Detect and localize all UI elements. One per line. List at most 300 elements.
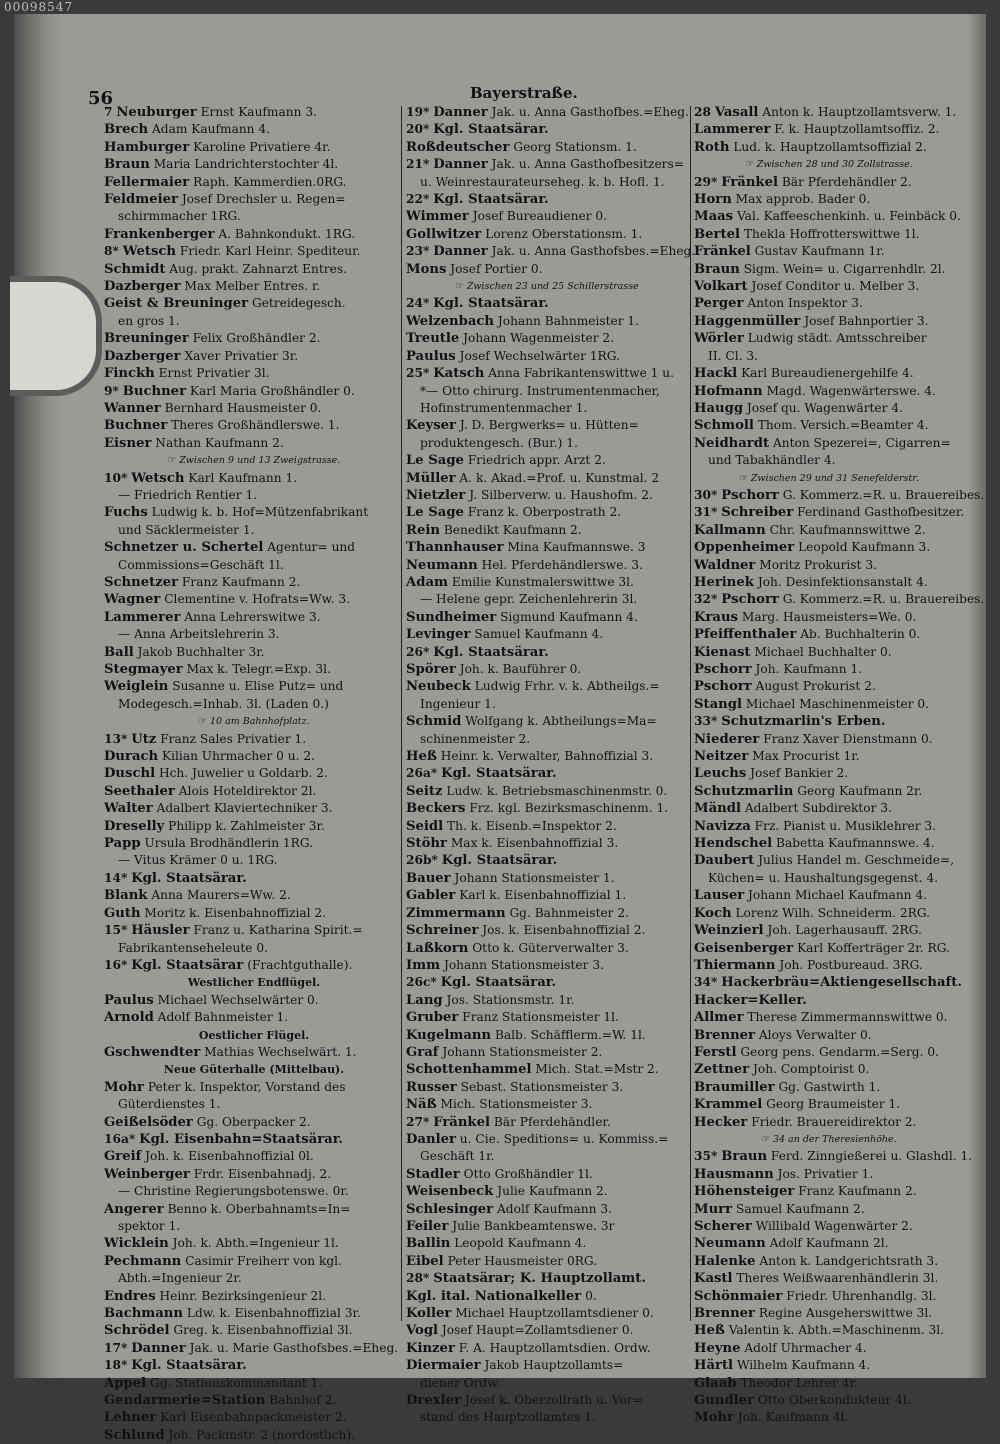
directory-entry bbox=[104, 400, 404, 417]
directory-entry bbox=[694, 557, 964, 574]
directory-entry bbox=[104, 1253, 404, 1270]
entry-details: J. D. Bergwerks= u. Hütten= bbox=[459, 418, 639, 433]
entry-details: Ab. Buchhalterin 0. bbox=[800, 627, 921, 642]
entry-details: Chr. Kaufmannswittwe 2. bbox=[769, 522, 926, 537]
resident-name: Dazberger bbox=[104, 279, 181, 295]
entry-details: Gustav Kaufmann 1r. bbox=[754, 244, 885, 259]
house-number: 22* bbox=[406, 192, 430, 207]
street-note: ☞ Zwischen 23 und 25 Schillerstrasse bbox=[406, 278, 688, 295]
entry-details: Valentin k. Abth.=Maschinenm. 3l. bbox=[728, 1323, 945, 1338]
entry-details: Regine Ausgeherswittwe 3l. bbox=[758, 1306, 933, 1321]
resident-name: Schrödel bbox=[104, 1323, 170, 1339]
resident-name: Stöhr bbox=[406, 836, 447, 852]
resident-name: Kgl. Staatsärar. bbox=[433, 296, 549, 312]
directory-entry bbox=[104, 1079, 404, 1096]
resident-name: Näß bbox=[406, 1097, 437, 1113]
street-note: ☞ 34 an der Theresienhöhe. bbox=[694, 1131, 964, 1148]
directory-entry bbox=[406, 835, 688, 852]
directory-entry bbox=[694, 591, 985, 608]
entry-details: Josef Haupt=Zollamtsdiener 0. bbox=[441, 1323, 634, 1338]
entry-details: Ldw. k. Eisenbahnoffizial 3r. bbox=[186, 1306, 361, 1321]
entry-details: Friedr. Karl Heinr. Spediteur. bbox=[179, 244, 361, 259]
directory-entry bbox=[406, 1288, 688, 1305]
section-subheading: Westlicher Endflügel. bbox=[187, 976, 321, 990]
directory-entry bbox=[694, 139, 964, 156]
resident-name: Wetsch bbox=[122, 244, 176, 260]
resident-name: Allmer bbox=[694, 1010, 744, 1026]
directory-entry bbox=[406, 1218, 688, 1235]
resident-name: Stangl bbox=[694, 696, 742, 712]
directory-entry bbox=[104, 1114, 404, 1131]
directory-entry bbox=[694, 940, 964, 957]
resident-name: Adam bbox=[406, 574, 448, 590]
entry-details: Leopold Kaufmann 4. bbox=[454, 1236, 587, 1251]
entry-details: Moritz Prokurist 3. bbox=[759, 557, 877, 572]
directory-entry bbox=[694, 974, 964, 991]
directory-entry bbox=[406, 765, 688, 782]
column-2 bbox=[406, 104, 696, 1427]
directory-entry bbox=[694, 1114, 964, 1131]
directory-entry bbox=[694, 1253, 964, 1270]
resident-name: Heyne bbox=[694, 1340, 741, 1356]
resident-name: Höhensteiger bbox=[694, 1184, 795, 1200]
directory-entry bbox=[406, 1235, 688, 1252]
resident-name: Hackerbräu=Aktiengesellschaft. bbox=[721, 975, 962, 991]
entry-continuation: u. Weinrestaurateurseheg. k. b. Hofl. 1. bbox=[420, 174, 665, 189]
resident-name: Mändl bbox=[694, 801, 741, 817]
resident-name: Pschorr bbox=[721, 592, 779, 608]
directory-entry bbox=[694, 1235, 964, 1252]
directory-entry bbox=[406, 139, 688, 156]
entry-continuation: Güterdienstes 1. bbox=[118, 1097, 221, 1112]
resident-name: Treutle bbox=[406, 331, 460, 347]
entry-details: Johann Stationsmeister 2. bbox=[442, 1044, 603, 1059]
directory-entry bbox=[104, 887, 404, 904]
entry-details: Jak. u. Anna Gasthofsbes.=Eheg. bbox=[491, 244, 696, 259]
entry-details: Joh. k. Eisenbahnoffizial 0l. bbox=[145, 1149, 314, 1164]
entry-details: Jak. u. Anna Gasthofbes.=Eheg. bbox=[491, 105, 689, 119]
resident-name: Papp bbox=[104, 836, 141, 852]
resident-name: Weiglein bbox=[104, 679, 169, 695]
resident-name: Ballin bbox=[406, 1236, 451, 1252]
entry-continuation: und Säcklermeister 1. bbox=[118, 522, 255, 537]
entry-details: Nathan Kaufmann 2. bbox=[155, 435, 284, 450]
house-number: 29* bbox=[694, 174, 718, 189]
resident-name: Kgl. Staatsärar. bbox=[441, 853, 558, 869]
resident-name: Geist & Breuninger bbox=[104, 296, 249, 312]
resident-name: Weinzierl bbox=[694, 923, 764, 939]
resident-name: Gschwendter bbox=[104, 1044, 201, 1060]
directory-entry bbox=[104, 365, 404, 382]
resident-name: Weisenbeck bbox=[406, 1184, 494, 1200]
entry-details: Otto k. Güterverwalter 3. bbox=[472, 940, 629, 955]
directory-entry bbox=[104, 678, 404, 695]
directory-entry bbox=[406, 922, 688, 939]
directory-entry bbox=[104, 1235, 404, 1252]
entry-details: Adalbert Subdirektor 3. bbox=[744, 801, 892, 816]
resident-name: Schmidt bbox=[104, 261, 166, 277]
entry-details: Clementine v. Hofrats=Ww. 3. bbox=[164, 592, 351, 607]
entry-details: Julie Kaufmann 2. bbox=[497, 1184, 608, 1199]
directory-entry bbox=[694, 835, 964, 852]
resident-name: Brenner bbox=[694, 1027, 755, 1043]
resident-name: Vasall bbox=[714, 105, 759, 120]
resident-name: Seethaler bbox=[104, 783, 175, 799]
resident-name: Appel bbox=[104, 1375, 147, 1391]
entry-details: Michael Hauptzollamtsdiener 0. bbox=[455, 1306, 654, 1321]
entry-details: Willibald Wagenwärter 2. bbox=[755, 1219, 913, 1233]
resident-name: Weinberger bbox=[104, 1166, 190, 1182]
directory-entry bbox=[406, 295, 688, 312]
resident-name: Levinger bbox=[406, 627, 471, 643]
directory-entry bbox=[406, 156, 688, 173]
directory-entry bbox=[104, 835, 404, 852]
entry-details: Otto Oberkondukteur 4l. bbox=[757, 1393, 911, 1408]
resident-name: Bertel bbox=[694, 226, 740, 242]
directory-entry bbox=[406, 104, 688, 121]
directory-entry bbox=[104, 661, 404, 678]
resident-name: Kgl. Staatsärar. bbox=[433, 644, 549, 660]
entry-details: Joh. Postbureaud. 3RG. bbox=[779, 957, 923, 972]
directory-entry bbox=[694, 626, 964, 643]
entry-details: Greg. k. Eisenbahnoffizial 3l. bbox=[173, 1323, 353, 1338]
house-number: 16* bbox=[104, 957, 128, 972]
entry-details: Josef Portier 0. bbox=[450, 261, 543, 276]
entry-details: Wolfgang k. Abtheilungs=Ma= bbox=[465, 714, 657, 729]
house-number: 28* bbox=[406, 1271, 430, 1286]
directory-entry bbox=[694, 644, 964, 661]
directory-entry bbox=[694, 417, 964, 434]
directory-entry bbox=[104, 748, 404, 765]
directory-entry bbox=[104, 870, 404, 887]
resident-name: Laßkorn bbox=[406, 940, 469, 956]
directory-entry bbox=[406, 504, 688, 521]
resident-name: Schreiber bbox=[721, 505, 794, 521]
house-number: 13* bbox=[104, 731, 128, 746]
entry-details: Karl Bureaudienergehilfe 4. bbox=[741, 366, 914, 381]
directory-entry bbox=[694, 1096, 964, 1113]
directory-entry bbox=[694, 400, 964, 417]
resident-name: Feiler bbox=[406, 1219, 449, 1234]
directory-entry bbox=[694, 765, 964, 782]
directory-entry bbox=[104, 800, 404, 817]
resident-name: Drexler bbox=[406, 1393, 461, 1409]
resident-name: Haggenmüller bbox=[694, 313, 801, 329]
resident-name: Blank bbox=[104, 888, 148, 904]
resident-name: Pfeiffenthaler bbox=[694, 627, 797, 643]
directory-entry bbox=[104, 104, 404, 121]
directory-entry bbox=[694, 713, 964, 730]
column-rule bbox=[690, 106, 691, 1321]
directory-entry bbox=[406, 365, 688, 382]
entry-details: Adalbert Klaviertechniker 3. bbox=[156, 801, 333, 816]
resident-name: Angerer bbox=[104, 1201, 164, 1217]
resident-name: Kgl. Staatsärar. bbox=[433, 122, 549, 138]
directory-entry bbox=[694, 1270, 964, 1287]
entry-continuation: Fabrikantenseheleute 0. bbox=[118, 940, 268, 955]
resident-name: Koller bbox=[406, 1306, 452, 1322]
directory-entry bbox=[694, 1009, 964, 1026]
resident-name: Wicklein bbox=[104, 1236, 169, 1252]
resident-name: Kgl. Staatsärar bbox=[131, 957, 244, 973]
resident-name: Leuchs bbox=[694, 766, 747, 782]
entry-details: Anna Lehrerswitwe 3. bbox=[184, 609, 321, 624]
directory-entry bbox=[104, 574, 404, 591]
entry-details: Casimir Freiherr von kgl. bbox=[185, 1253, 342, 1268]
street-note: ☞ Zwischen 28 und 30 Zollstrasse. bbox=[694, 156, 964, 173]
directory-entry bbox=[406, 1131, 688, 1148]
directory-entry bbox=[104, 905, 404, 922]
directory-entry bbox=[694, 661, 964, 678]
resident-name: Maas bbox=[694, 209, 734, 225]
entry-details: Joh. k. Abth.=Ingenieur 1l. bbox=[172, 1236, 339, 1251]
resident-name: Roth bbox=[694, 139, 730, 155]
resident-name: Diermaier bbox=[406, 1358, 481, 1374]
directory-entry bbox=[694, 887, 964, 904]
directory-entry bbox=[406, 243, 696, 260]
directory-entry bbox=[104, 504, 404, 521]
resident-name: Halenke bbox=[694, 1253, 756, 1269]
entry-details: Franz Stationsmeister 1l. bbox=[462, 1010, 619, 1025]
directory-entry bbox=[694, 1166, 964, 1183]
directory-entry bbox=[406, 557, 688, 574]
resident-name: Müller bbox=[406, 470, 456, 486]
resident-name: Murr bbox=[694, 1201, 733, 1217]
resident-name: Wanner bbox=[104, 400, 161, 416]
resident-name: Heß bbox=[694, 1323, 725, 1339]
entry-continuation: produktengesch. (Bur.) 1. bbox=[420, 435, 578, 450]
resident-name: Perger bbox=[694, 296, 744, 312]
resident-name: Le Sage bbox=[406, 505, 464, 521]
directory-entry bbox=[104, 1166, 404, 1183]
entry-details: Johann Stationsmeister 1. bbox=[454, 870, 615, 885]
directory-entry bbox=[406, 1270, 688, 1287]
directory-entry bbox=[694, 922, 964, 939]
resident-name: Häusler bbox=[131, 923, 190, 939]
resident-name: Kgl. Staatsärar. bbox=[131, 1358, 247, 1374]
directory-entry bbox=[406, 208, 688, 225]
entry-details: Agentur= und bbox=[267, 540, 356, 555]
directory-entry bbox=[694, 261, 964, 278]
street-note: ☞ Zwischen 29 und 31 Senefelderstr. bbox=[694, 470, 964, 487]
directory-entry bbox=[406, 905, 688, 922]
entry-details: Lorenz Oberstationsm. 1. bbox=[485, 226, 643, 241]
entry-continuation: en gros 1. bbox=[118, 313, 180, 328]
entry-details: Sebast. Stationsmeister 3. bbox=[460, 1079, 624, 1094]
entry-details: Jak. u. Marie Gasthofsbes.=Eheg. bbox=[189, 1340, 399, 1355]
entry-continuation: — Helene gepr. Zeichenlehrerin 3l. bbox=[420, 592, 638, 607]
directory-entry bbox=[694, 435, 964, 452]
resident-name: Hofmann bbox=[694, 383, 763, 399]
entry-details: Karl Eisenbahnpackmeister 2. bbox=[160, 1410, 347, 1425]
resident-name: Kgl. Staatsärar. bbox=[433, 192, 549, 208]
directory-entry bbox=[104, 1357, 404, 1374]
directory-entry bbox=[104, 330, 404, 347]
resident-name: Kienast bbox=[694, 644, 751, 660]
resident-name: Katsch bbox=[433, 366, 485, 382]
resident-name: Finckh bbox=[104, 366, 155, 382]
resident-name: Welzenbach bbox=[406, 313, 494, 329]
entry-details: Gg. Oberpacker 2. bbox=[196, 1114, 311, 1129]
house-number: 26a* bbox=[406, 766, 438, 781]
directory-entry bbox=[406, 1166, 688, 1183]
section-subheading: Neue Güterhalle (Mittelbau). bbox=[163, 1063, 345, 1077]
directory-entry bbox=[104, 243, 404, 260]
house-number: 32* bbox=[694, 592, 718, 607]
directory-entry bbox=[694, 1357, 964, 1374]
resident-name: Keyser bbox=[406, 418, 456, 434]
resident-name: Neumann bbox=[406, 557, 478, 573]
resident-name: Braumiller bbox=[694, 1079, 775, 1095]
directory-entry bbox=[694, 365, 964, 382]
directory-entry bbox=[694, 104, 964, 121]
resident-name: Gruber bbox=[406, 1010, 459, 1026]
entry-details: Theres Großhändlerswe. 1. bbox=[171, 418, 340, 433]
resident-name: Oppenheimer bbox=[694, 540, 795, 556]
directory-entry bbox=[406, 783, 688, 800]
entry-details: A. Bahnkondukt. 1RG. bbox=[218, 226, 356, 241]
resident-name: Wagner bbox=[104, 592, 161, 608]
column-1 bbox=[104, 104, 404, 1444]
resident-name: Fuchs bbox=[104, 505, 148, 521]
entry-details: Jakob Hauptzollamts= bbox=[484, 1358, 624, 1373]
directory-entry bbox=[694, 121, 964, 138]
entry-details: Frdr. Eisenbahnadj. 2. bbox=[193, 1166, 332, 1181]
directory-entry bbox=[694, 539, 964, 556]
resident-name: Kgl. Eisenbahn=Staatsärar. bbox=[139, 1131, 344, 1147]
entry-details: Peter k. Inspektor, Vorstand des bbox=[147, 1079, 346, 1094]
resident-name: Heß bbox=[406, 749, 437, 765]
resident-name: Guth bbox=[104, 905, 141, 921]
entry-details: Mich. Stationsmeister 3. bbox=[440, 1097, 593, 1112]
house-number: 26* bbox=[406, 644, 430, 659]
directory-entry bbox=[406, 852, 688, 869]
entry-details: Sigm. Wein= u. Cigarrenhdlr. 2l. bbox=[743, 261, 946, 276]
entry-details: Bernhard Hausmeister 0. bbox=[164, 400, 322, 415]
entry-details: Franz k. Oberpostrath 2. bbox=[467, 505, 622, 520]
directory-entry bbox=[694, 574, 964, 591]
resident-name: Beckers bbox=[406, 801, 466, 817]
entry-details: Babetta Kaufmannswe. 4. bbox=[775, 836, 935, 851]
resident-name: Hamburger bbox=[104, 139, 190, 155]
resident-name: Geißelsöder bbox=[104, 1114, 193, 1130]
resident-name: Imm bbox=[406, 957, 441, 973]
house-number: 18* bbox=[104, 1358, 128, 1373]
resident-name: Schutzmarlin's Erben. bbox=[721, 714, 886, 730]
directory-entry bbox=[406, 800, 688, 817]
directory-entry bbox=[104, 1322, 404, 1339]
resident-name: Thannhauser bbox=[406, 540, 504, 556]
entry-continuation: Hofinstrumentenmacher 1. bbox=[420, 400, 588, 415]
entry-details: Gg. Stationskommandant 1. bbox=[149, 1375, 323, 1390]
entry-details: Bahnhof 2. bbox=[269, 1393, 337, 1408]
resident-name: Endres bbox=[104, 1288, 156, 1304]
directory-entry bbox=[406, 452, 688, 469]
entry-details: Ferdinand Gasthofbesitzer. bbox=[797, 505, 965, 520]
entry-details: Ernst Privatier 3l. bbox=[158, 366, 270, 381]
entry-details: Otto Großhändler 1l. bbox=[463, 1166, 593, 1181]
directory-entry bbox=[104, 121, 404, 138]
directory-entry bbox=[406, 470, 688, 487]
directory-entry bbox=[694, 174, 964, 191]
page-number: 56 bbox=[88, 88, 114, 109]
directory-entry bbox=[104, 957, 404, 974]
column-3 bbox=[694, 104, 985, 1427]
resident-name: Gundler bbox=[694, 1393, 755, 1409]
directory-entry bbox=[406, 487, 688, 504]
entry-details: Franz Kaufmann 2. bbox=[181, 574, 301, 589]
directory-entry bbox=[104, 818, 404, 835]
resident-name: Kraus bbox=[694, 609, 738, 625]
entry-details: Joh. Lagerhausauff. 2RG. bbox=[767, 923, 922, 938]
resident-name: Roßdeutscher bbox=[406, 139, 510, 155]
directory-entry bbox=[406, 539, 688, 556]
directory-entry bbox=[104, 591, 404, 608]
entry-details: Josef Bureaudiener 0. bbox=[472, 209, 608, 224]
entry-details: Max k. Eisenbahnoffizial 3. bbox=[450, 836, 619, 851]
directory-entry bbox=[406, 940, 688, 957]
entry-details: Karl k. Eisenbahnoffizial 1. bbox=[459, 888, 627, 903]
resident-name: Buchner bbox=[104, 418, 168, 434]
directory-entry bbox=[104, 1131, 404, 1148]
entry-details: u. Cie. Speditions= u. Kommiss.= bbox=[459, 1131, 669, 1146]
resident-name: Glaab bbox=[694, 1375, 737, 1391]
entry-details: Michael Buchhalter 0. bbox=[754, 644, 892, 659]
entry-details: Franz Kaufmann 2. bbox=[798, 1184, 917, 1199]
resident-name: Kastl bbox=[694, 1271, 733, 1287]
house-number: 16a* bbox=[104, 1131, 136, 1146]
directory-entry bbox=[406, 818, 688, 835]
directory-entry bbox=[694, 1044, 964, 1061]
entry-details: Max Procurist 1r. bbox=[752, 749, 860, 764]
directory-entry bbox=[694, 1218, 964, 1235]
directory-entry bbox=[104, 174, 404, 191]
entry-details: Georg Braumeister 1. bbox=[766, 1097, 901, 1112]
entry-details: Th. k. Eisenb.=Inspektor 2. bbox=[447, 818, 617, 833]
entry-details: Benno k. Oberbahnamts=In= bbox=[167, 1201, 351, 1216]
entry-details: Anna Maurers=Ww. 2. bbox=[151, 888, 291, 903]
directory-entry bbox=[694, 748, 964, 765]
directory-entry bbox=[104, 1148, 404, 1165]
directory-entry bbox=[104, 1305, 404, 1322]
directory-entry bbox=[406, 713, 688, 730]
resident-name: Kgl. Staatsärar. bbox=[440, 975, 557, 991]
directory-entry bbox=[406, 1392, 688, 1409]
entry-continuation: spektor 1. bbox=[118, 1219, 181, 1233]
entry-details: A. k. Akad.=Prof. u. Kunstmal. 2 bbox=[459, 470, 660, 485]
directory-entry bbox=[104, 470, 404, 487]
resident-name: Wetsch bbox=[131, 470, 185, 486]
resident-name: Dreselly bbox=[104, 818, 165, 834]
house-number: 31* bbox=[694, 505, 718, 520]
house-number: 14* bbox=[104, 870, 128, 885]
resident-name: Horn bbox=[694, 192, 732, 208]
resident-name: Stegmayer bbox=[104, 662, 183, 677]
directory-entry bbox=[406, 678, 688, 695]
entry-details: Heinr. k. Verwalter, Bahnoffizial 3. bbox=[440, 749, 654, 764]
resident-name: Kugelmann bbox=[406, 1027, 492, 1043]
directory-entry bbox=[694, 1079, 964, 1096]
directory-entry bbox=[406, 261, 688, 278]
resident-name: Breuninger bbox=[104, 331, 189, 347]
resident-name: Brenner bbox=[694, 1306, 755, 1322]
entry-details: Lorenz Wilh. Schneiderm. 2RG. bbox=[735, 905, 931, 920]
resident-name: Schmid bbox=[406, 714, 462, 730]
directory-entry bbox=[694, 504, 964, 521]
resident-name: Paulus bbox=[406, 348, 456, 364]
entry-details: Anton k. Hauptzollamtsverw. 1. bbox=[762, 105, 957, 119]
directory-entry bbox=[694, 383, 964, 400]
